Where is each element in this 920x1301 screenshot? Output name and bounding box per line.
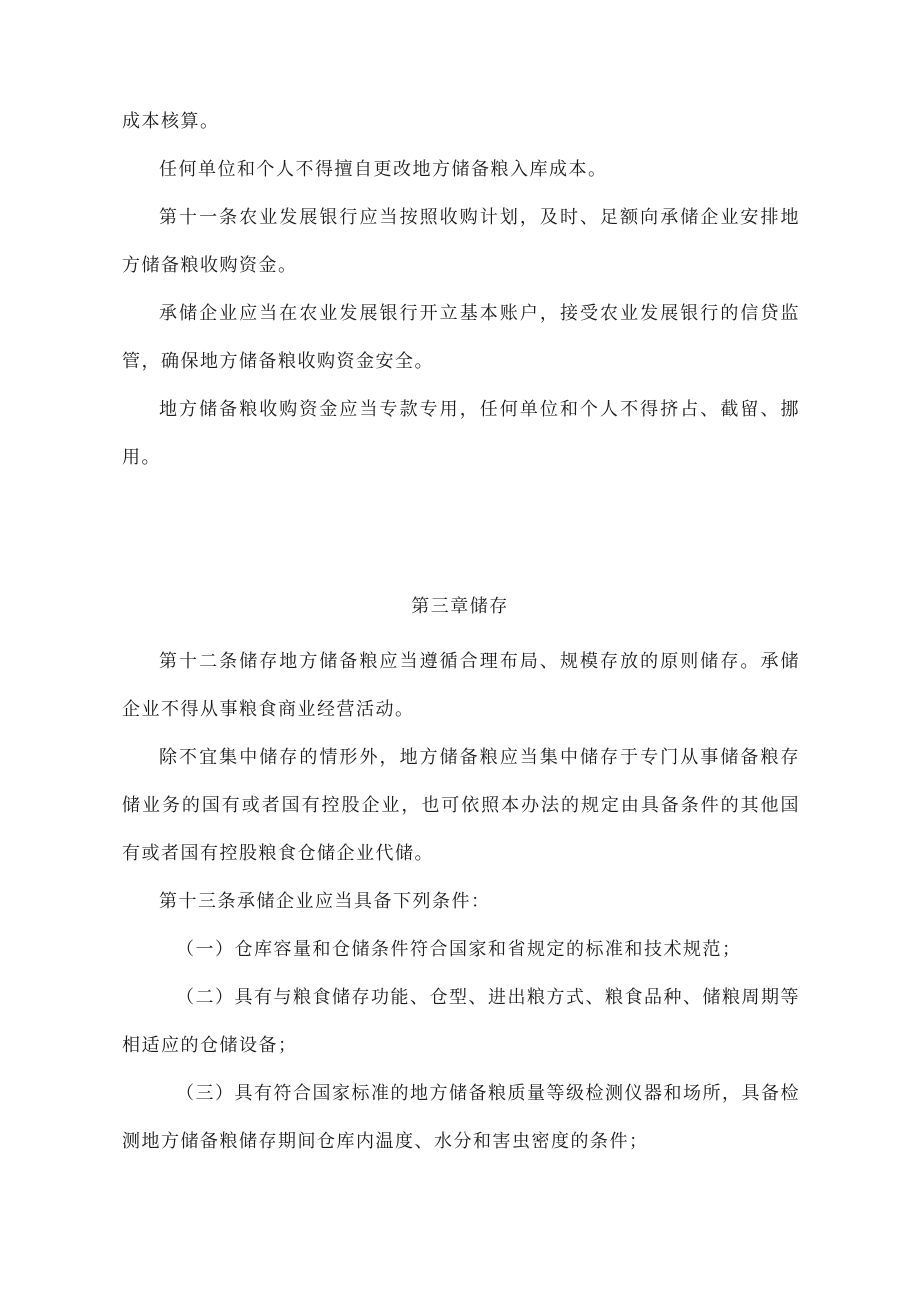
- paragraph-article-11: 第十一条农业发展银行应当按照收购计划，及时、足额向承储企业安排地方储备粮收购资金。: [122, 207, 800, 276]
- condition-item-3: （三）具有符合国家标准的地方储备粮质量等级检测仪器和场所，具备检测地方储备粮储存期间仓库内温度、水分和害虫密度的条件；: [122, 1083, 800, 1152]
- paragraph-basic-account: 承储企业应当在农业发展银行开立基本账户，接受农业发展银行的信贷监管，确保地方储备粮收购资金安全。: [122, 303, 800, 372]
- chapter-heading: 第三章储存: [411, 596, 509, 617]
- paragraph-continuation: 成本核算。: [122, 111, 220, 132]
- paragraph-article-12: 第十二条储存地方储备粮应当遵循合理布局、规模存放的原则储存。承储企业不得从事粮食商业经营活动。: [122, 651, 800, 720]
- condition-item-2: （二）具有与粮食储存功能、仓型、进出粮方式、粮食品种、储粮周期等相适应的仓储设备；: [122, 987, 800, 1056]
- paragraph-special-funds: 地方储备粮收购资金应当专款专用，任何单位和个人不得挤占、截留、挪用。: [122, 399, 800, 468]
- paragraph-centralized-storage: 除不宜集中储存的情形外，地方储备粮应当集中储存于专门从事储备粮存储业务的国有或者国有控股企业，也可依照本办法的规定由具备条件的其他国有或者国有控股粮食仓储企业代储。: [122, 747, 800, 864]
- condition-item-1: （一）仓库容量和仓储条件符合国家和省规定的标准和技术规范；: [176, 939, 742, 960]
- paragraph-no-change-cost: 任何单位和个人不得擅自更改地方储备粮入库成本。: [159, 159, 608, 180]
- paragraph-article-13: 第十三条承储企业应当具备下列条件：: [159, 891, 491, 912]
